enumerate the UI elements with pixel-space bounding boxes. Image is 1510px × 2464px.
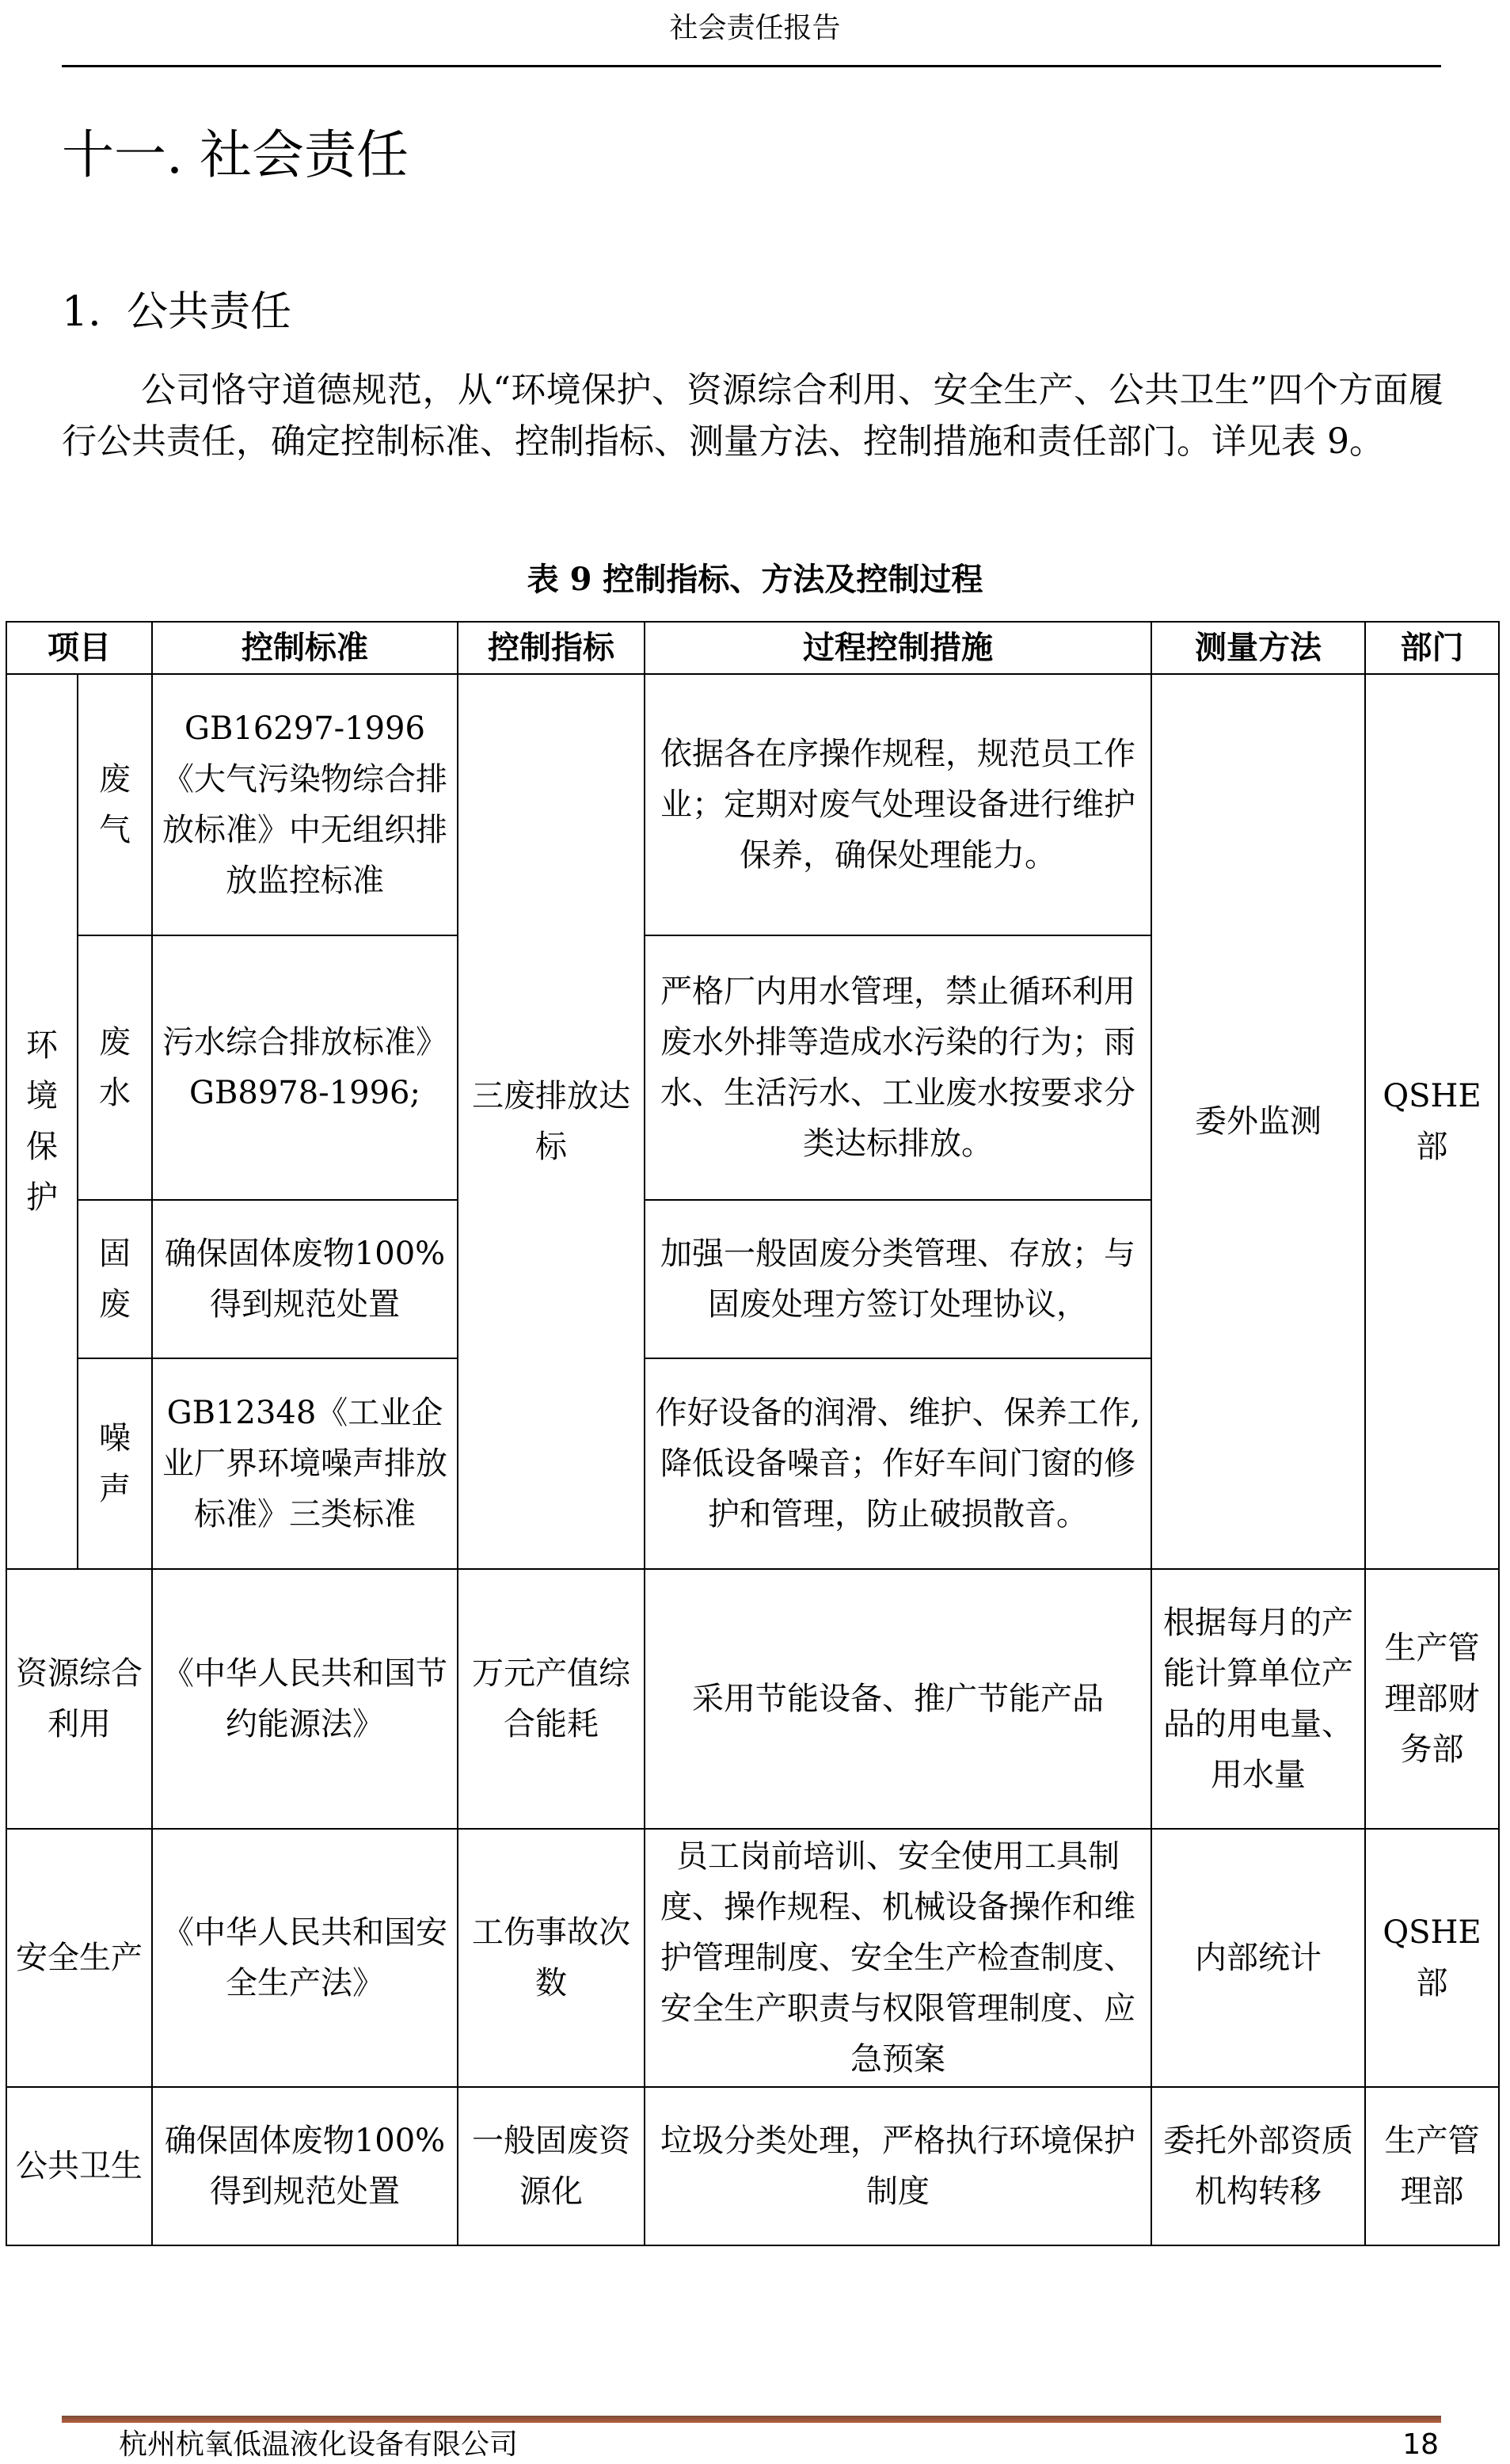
method-cell (1151, 2087, 1365, 2245)
env-project: 环境保护 (26, 1027, 58, 1216)
header-method: 测量方法 (1151, 622, 1365, 674)
row-project: 公共卫生 (16, 2148, 143, 2184)
env-project-cell (6, 674, 78, 1569)
env-measures: 依据各在序操作规程，规范员工作业；定期对废气处理设备进行维护保养，确保处理能力。 (660, 736, 1135, 874)
env-measures: 加强一般固废分类管理、存放；与固废处理方签订处理协议， (660, 1236, 1135, 1323)
env-standard: GB12348《工业企业厂界环境噪声排放标准》三类标准 (162, 1395, 447, 1533)
indicator-cell (458, 2087, 645, 2245)
measures-cell (645, 1829, 1151, 2087)
page-number: 18 (1402, 2428, 1439, 2461)
row-indicator: 一般固废资源化 (472, 2123, 630, 2210)
row-method: 内部统计 (1195, 1940, 1322, 1976)
row-measures: 垃圾分类处理，严格执行环境保护制度 (660, 2123, 1135, 2210)
running-header: 社会责任报告 (669, 12, 841, 44)
header-standard: 控制标准 (152, 622, 458, 674)
table-header-row (6, 622, 1499, 674)
indicator-cell (458, 1569, 645, 1829)
row-project: 安全生产 (16, 1940, 143, 1976)
department-cell (1365, 1829, 1499, 2087)
env-sub-label: 废气 (99, 761, 131, 848)
env-method-cell (1151, 674, 1365, 1569)
standard-cell (152, 935, 458, 1200)
measures-cell (645, 1200, 1151, 1358)
header-project: 项目 (6, 622, 152, 674)
project-cell (6, 2087, 152, 2245)
section-title-text: 公共责任 (127, 288, 292, 336)
row-standard: 《中华人民共和国安全生产法》 (162, 1914, 447, 2001)
env-sub-label: 噪声 (99, 1420, 131, 1507)
measures-cell (645, 1358, 1151, 1569)
row-method: 根据每月的产能计算单位产品的用电量、用水量 (1163, 1605, 1353, 1793)
method-cell (1151, 1569, 1365, 1829)
control-table (6, 621, 1500, 2246)
standard-cell (152, 1200, 458, 1358)
measures-cell (645, 935, 1151, 1200)
env-measures: 作好设备的润滑、维护、保养工作, 降低设备噪音；作好车间门窗的修护和管理，防止破损散音。 (655, 1395, 1141, 1533)
table-row (6, 1829, 1499, 2087)
env-measures: 严格厂内用水管理，禁止循环利用废水外排等造成水污染的行为；雨水、生活污水、工业废水按要求分类达标排放。 (660, 973, 1135, 1162)
env-department: QSHE部 (1383, 1078, 1481, 1165)
standard-cell (152, 674, 458, 935)
section-title (62, 274, 291, 350)
department-cell (1365, 2087, 1499, 2245)
header-indicator: 控制指标 (458, 622, 645, 674)
measures-cell (645, 2087, 1151, 2245)
header-rule (62, 65, 1441, 67)
row-project: 资源综合利用 (16, 1655, 143, 1742)
measures-cell (645, 674, 1151, 935)
indicator-cell (458, 1829, 645, 2087)
row-measures: 员工岗前培训、安全使用工具制度、操作规程、机械设备操作和维护管理制度、安全生产检查制度、安全生产职责与权限管理制度、应急预案 (660, 1838, 1135, 2077)
standard-cell (152, 2087, 458, 2245)
header-department: 部门 (1365, 622, 1499, 674)
env-indicator-cell (458, 674, 645, 1569)
project-cell (6, 1829, 152, 2087)
env-sub-label: 固废 (99, 1236, 131, 1323)
env-sub-cell (78, 674, 152, 935)
table-caption: 表 9 控制指标、方法及控制过程 (527, 561, 983, 598)
env-sub-cell (78, 1200, 152, 1358)
row-method: 委托外部资质机构转移 (1163, 2123, 1353, 2210)
row-standard: 《中华人民共和国节约能源法》 (162, 1655, 447, 1742)
row-measures: 采用节能设备、推广节能产品 (692, 1681, 1104, 1717)
footer-company: 杭州杭氧低温液化设备有限公司 (119, 2428, 519, 2461)
env-standard: GB16297-1996《大气污染物综合排放标准》中无组织排放监控标准 (162, 710, 447, 899)
department-cell (1365, 1569, 1499, 1829)
row-department: 生产管理部 (1384, 2123, 1480, 2210)
chapter-title: 十一. 社会责任 (62, 124, 409, 185)
row-department: 生产管理部财务部 (1384, 1630, 1480, 1768)
footer-band (62, 2416, 1441, 2423)
row-department: QSHE部 (1383, 1914, 1481, 2001)
row-indicator: 万元产值综合能耗 (472, 1655, 630, 1742)
section-number: 1. (62, 288, 101, 336)
table-row (6, 1569, 1499, 1829)
header-measures: 过程控制措施 (645, 622, 1151, 674)
env-method: 委外监测 (1195, 1103, 1322, 1140)
standard-cell (152, 1358, 458, 1569)
row-standard: 确保固体废物100%得到规范处置 (164, 2123, 446, 2210)
env-sub-label: 废水 (99, 1024, 131, 1111)
method-cell (1151, 1829, 1365, 2087)
project-cell (6, 1569, 152, 1829)
table-row (6, 2087, 1499, 2245)
env-sub-cell (78, 935, 152, 1200)
env-indicator: 三废排放达标 (472, 1078, 630, 1165)
env-department-cell (1365, 674, 1499, 1569)
standard-cell (152, 1829, 458, 2087)
env-sub-cell (78, 1358, 152, 1569)
row-indicator: 工伤事故次数 (472, 1914, 630, 2001)
env-standard: 污水综合排放标准》GB8978-1996; (162, 1024, 447, 1111)
table-row (6, 674, 1499, 935)
env-standard: 确保固体废物100%得到规范处置 (164, 1236, 446, 1323)
measures-cell (645, 1569, 1151, 1829)
intro-paragraph: 公司恪守道德规范，从“环境保护、资源综合利用、安全生产、公共卫生”四个方面履行公共责任，确定控制标准、控制指标、测量方法、控制措施和责任部门。详见表 9。 (62, 370, 1443, 462)
standard-cell (152, 1569, 458, 1829)
